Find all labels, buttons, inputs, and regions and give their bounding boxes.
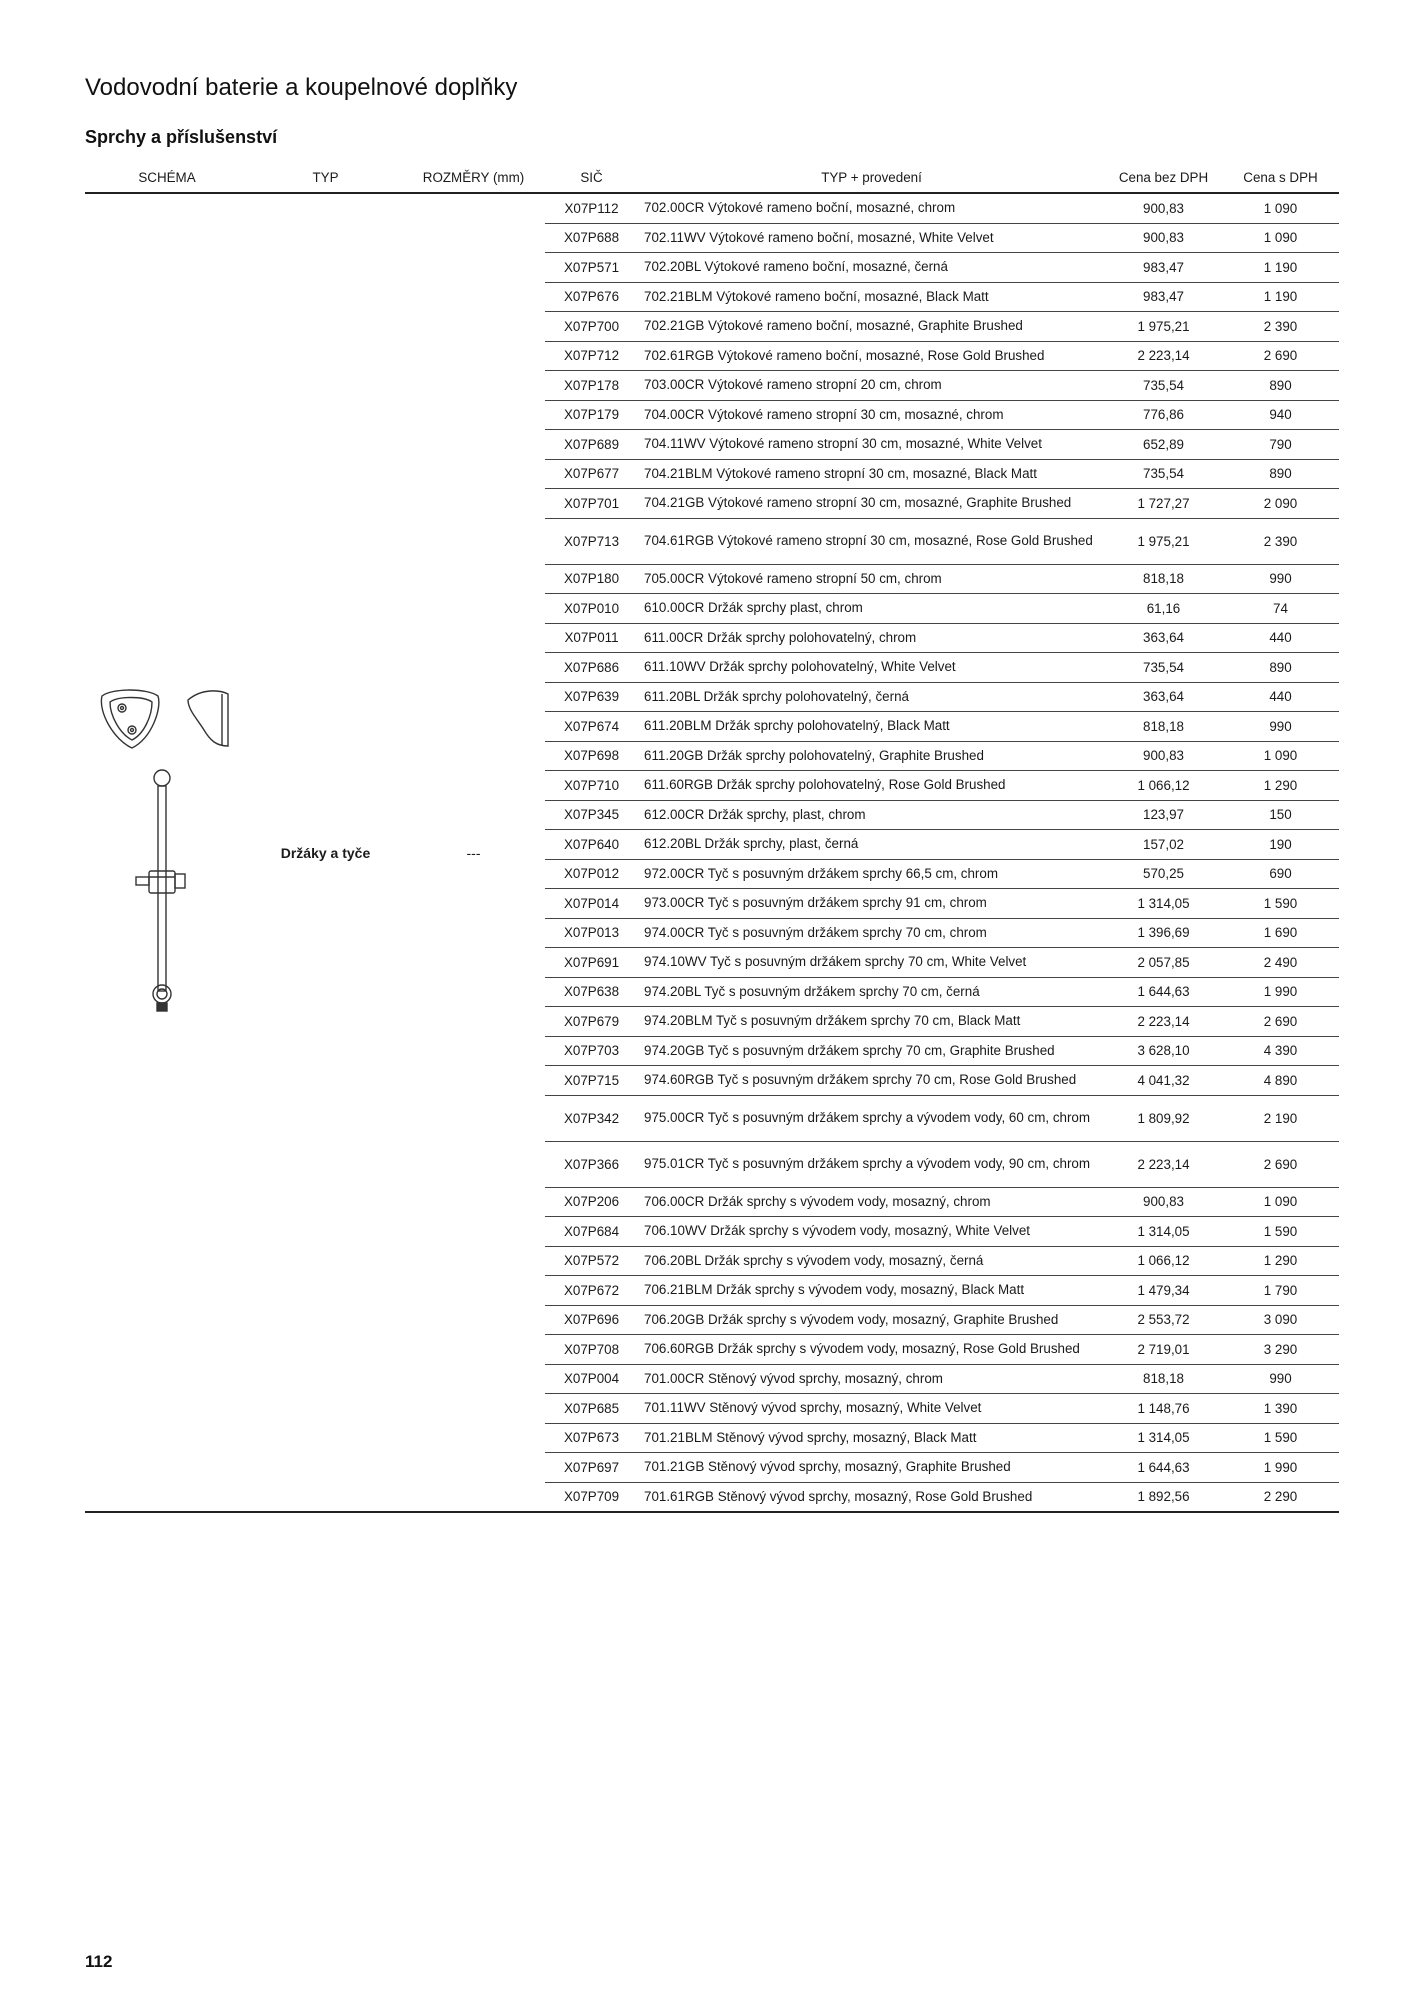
price-cell: 1 396,69 bbox=[1105, 918, 1222, 948]
sic-cell: X07P366 bbox=[545, 1141, 638, 1187]
price-cell: 2 223,14 bbox=[1105, 341, 1222, 371]
description-cell: 610.00CR Držák sprchy plast, chrom bbox=[638, 594, 1105, 624]
sic-cell: X07P677 bbox=[545, 459, 638, 489]
description-cell: 704.00CR Výtokové rameno stropní 30 cm, mosazné, chrom bbox=[638, 400, 1105, 430]
header-type: TYP bbox=[249, 162, 402, 193]
sic-cell: X07P640 bbox=[545, 830, 638, 860]
price-cell: 1 314,05 bbox=[1105, 1423, 1222, 1453]
dimensions-label: --- bbox=[402, 193, 545, 1512]
price-vat-cell: 1 290 bbox=[1222, 771, 1339, 801]
sic-cell: X07P010 bbox=[545, 594, 638, 624]
price-cell: 735,54 bbox=[1105, 371, 1222, 401]
price-cell: 2 553,72 bbox=[1105, 1305, 1222, 1335]
price-table bbox=[85, 162, 1339, 1513]
price-cell: 1 727,27 bbox=[1105, 489, 1222, 519]
price-vat-cell: 1 990 bbox=[1222, 977, 1339, 1007]
header-sic: SIČ bbox=[545, 162, 638, 193]
description-cell: 611.10WV Držák sprchy polohovatelný, White Velvet bbox=[638, 653, 1105, 683]
price-cell: 61,16 bbox=[1105, 594, 1222, 624]
price-vat-cell: 990 bbox=[1222, 564, 1339, 594]
description-cell: 704.21GB Výtokové rameno stropní 30 cm, mosazné, Graphite Brushed bbox=[638, 489, 1105, 519]
price-cell: 1 975,21 bbox=[1105, 312, 1222, 342]
schema-cell bbox=[85, 193, 249, 1512]
header-description: TYP + provedení bbox=[638, 162, 1105, 193]
price-vat-cell: 890 bbox=[1222, 459, 1339, 489]
price-cell: 900,83 bbox=[1105, 741, 1222, 771]
price-vat-cell: 2 490 bbox=[1222, 948, 1339, 978]
price-cell: 1 892,56 bbox=[1105, 1482, 1222, 1512]
sic-cell: X07P691 bbox=[545, 948, 638, 978]
description-cell: 974.00CR Tyč s posuvným držákem sprchy 70 cm, chrom bbox=[638, 918, 1105, 948]
sic-cell: X07P004 bbox=[545, 1364, 638, 1394]
sic-cell: X07P684 bbox=[545, 1217, 638, 1247]
price-cell: 1 644,63 bbox=[1105, 977, 1222, 1007]
sic-cell: X07P672 bbox=[545, 1276, 638, 1306]
table-body bbox=[85, 193, 1339, 1512]
price-cell: 652,89 bbox=[1105, 430, 1222, 460]
sic-cell: X07P709 bbox=[545, 1482, 638, 1512]
price-cell: 818,18 bbox=[1105, 712, 1222, 742]
description-cell: 972.00CR Tyč s posuvným držákem sprchy 66,5 cm, chrom bbox=[638, 859, 1105, 889]
price-vat-cell: 150 bbox=[1222, 800, 1339, 830]
description-cell: 706.21BLM Držák sprchy s vývodem vody, mosazný, Black Matt bbox=[638, 1276, 1105, 1306]
sic-cell: X07P011 bbox=[545, 623, 638, 653]
price-cell: 2 223,14 bbox=[1105, 1007, 1222, 1037]
price-vat-cell: 2 690 bbox=[1222, 1141, 1339, 1187]
header-schema: SCHÉMA bbox=[85, 162, 249, 193]
price-cell: 1 314,05 bbox=[1105, 889, 1222, 919]
description-cell: 975.01CR Tyč s posuvným držákem sprchy a vývodem vody, 90 cm, chrom bbox=[638, 1141, 1105, 1187]
sic-cell: X07P697 bbox=[545, 1453, 638, 1483]
price-vat-cell: 4 390 bbox=[1222, 1036, 1339, 1066]
sic-cell: X07P703 bbox=[545, 1036, 638, 1066]
description-cell: 612.00CR Držák sprchy, plast, chrom bbox=[638, 800, 1105, 830]
price-cell: 2 719,01 bbox=[1105, 1335, 1222, 1365]
sic-cell: X07P689 bbox=[545, 430, 638, 460]
description-cell: 702.21BLM Výtokové rameno boční, mosazné, Black Matt bbox=[638, 282, 1105, 312]
price-vat-cell: 1 990 bbox=[1222, 1453, 1339, 1483]
price-vat-cell: 940 bbox=[1222, 400, 1339, 430]
description-cell: 611.20BLM Držák sprchy polohovatelný, Black Matt bbox=[638, 712, 1105, 742]
description-cell: 701.21BLM Stěnový vývod sprchy, mosazný, Black Matt bbox=[638, 1423, 1105, 1453]
page-title: Vodovodní baterie a koupelnové doplňky bbox=[85, 74, 518, 101]
price-vat-cell: 1 290 bbox=[1222, 1246, 1339, 1276]
sic-cell: X07P701 bbox=[545, 489, 638, 519]
price-vat-cell: 3 290 bbox=[1222, 1335, 1339, 1365]
sic-cell: X07P673 bbox=[545, 1423, 638, 1453]
description-cell: 703.00CR Výtokové rameno stropní 20 cm, chrom bbox=[638, 371, 1105, 401]
price-cell: 570,25 bbox=[1105, 859, 1222, 889]
header-dims: ROZMĚRY (mm) bbox=[402, 162, 545, 193]
description-cell: 701.11WV Stěnový vývod sprchy, mosazný, White Velvet bbox=[638, 1394, 1105, 1424]
price-vat-cell: 1 590 bbox=[1222, 1423, 1339, 1453]
price-cell: 1 148,76 bbox=[1105, 1394, 1222, 1424]
price-cell: 2 057,85 bbox=[1105, 948, 1222, 978]
price-vat-cell: 440 bbox=[1222, 682, 1339, 712]
sic-cell: X07P710 bbox=[545, 771, 638, 801]
price-cell: 363,64 bbox=[1105, 623, 1222, 653]
price-vat-cell: 890 bbox=[1222, 653, 1339, 683]
description-cell: 702.00CR Výtokové rameno boční, mosazné, chrom bbox=[638, 193, 1105, 223]
sic-cell: X07P014 bbox=[545, 889, 638, 919]
price-vat-cell: 790 bbox=[1222, 430, 1339, 460]
price-cell: 983,47 bbox=[1105, 282, 1222, 312]
sic-cell: X07P112 bbox=[545, 193, 638, 223]
description-cell: 704.61RGB Výtokové rameno stropní 30 cm, mosazné, Rose Gold Brushed bbox=[638, 518, 1105, 564]
price-cell: 900,83 bbox=[1105, 193, 1222, 223]
description-cell: 706.20GB Držák sprchy s vývodem vody, mosazný, Graphite Brushed bbox=[638, 1305, 1105, 1335]
sic-cell: X07P698 bbox=[545, 741, 638, 771]
sic-cell: X07P674 bbox=[545, 712, 638, 742]
sic-cell: X07P178 bbox=[545, 371, 638, 401]
sic-cell: X07P700 bbox=[545, 312, 638, 342]
price-vat-cell: 2 090 bbox=[1222, 489, 1339, 519]
sic-cell: X07P180 bbox=[545, 564, 638, 594]
price-vat-cell: 890 bbox=[1222, 371, 1339, 401]
price-vat-cell: 1 090 bbox=[1222, 1187, 1339, 1217]
description-cell: 974.10WV Tyč s posuvným držákem sprchy 70 cm, White Velvet bbox=[638, 948, 1105, 978]
description-cell: 975.00CR Tyč s posuvným držákem sprchy a vývodem vody, 60 cm, chrom bbox=[638, 1095, 1105, 1141]
price-vat-cell: 2 390 bbox=[1222, 312, 1339, 342]
sic-cell: X07P206 bbox=[545, 1187, 638, 1217]
description-cell: 611.00CR Držák sprchy polohovatelný, chrom bbox=[638, 623, 1105, 653]
price-vat-cell: 2 690 bbox=[1222, 341, 1339, 371]
description-cell: 611.60RGB Držák sprchy polohovatelný, Rose Gold Brushed bbox=[638, 771, 1105, 801]
price-cell: 3 628,10 bbox=[1105, 1036, 1222, 1066]
header-price-vat: Cena s DPH bbox=[1222, 162, 1339, 193]
sic-cell: X07P638 bbox=[545, 977, 638, 1007]
price-vat-cell: 990 bbox=[1222, 712, 1339, 742]
price-vat-cell: 1 590 bbox=[1222, 889, 1339, 919]
description-cell: 706.10WV Držák sprchy s vývodem vody, mosazný, White Velvet bbox=[638, 1217, 1105, 1247]
section-title: Sprchy a příslušenství bbox=[85, 127, 278, 147]
price-vat-cell: 2 390 bbox=[1222, 518, 1339, 564]
sic-cell: X07P715 bbox=[545, 1066, 638, 1096]
sic-cell: X07P679 bbox=[545, 1007, 638, 1037]
price-vat-cell: 1 790 bbox=[1222, 1276, 1339, 1306]
price-cell: 4 041,32 bbox=[1105, 1066, 1222, 1096]
price-vat-cell: 2 190 bbox=[1222, 1095, 1339, 1141]
sic-cell: X07P639 bbox=[545, 682, 638, 712]
price-cell: 900,83 bbox=[1105, 1187, 1222, 1217]
sic-cell: X07P708 bbox=[545, 1335, 638, 1365]
price-vat-cell: 4 890 bbox=[1222, 1066, 1339, 1096]
table-row bbox=[85, 193, 1339, 223]
description-cell: 706.60RGB Držák sprchy s vývodem vody, mosazný, Rose Gold Brushed bbox=[638, 1335, 1105, 1365]
sic-cell: X07P696 bbox=[545, 1305, 638, 1335]
description-cell: 701.21GB Stěnový vývod sprchy, mosazný, Graphite Brushed bbox=[638, 1453, 1105, 1483]
price-vat-cell: 3 090 bbox=[1222, 1305, 1339, 1335]
price-cell: 983,47 bbox=[1105, 253, 1222, 283]
description-cell: 704.11WV Výtokové rameno stropní 30 cm, mosazné, White Velvet bbox=[638, 430, 1105, 460]
price-vat-cell: 1 590 bbox=[1222, 1217, 1339, 1247]
sic-cell: X07P712 bbox=[545, 341, 638, 371]
price-vat-cell: 1 690 bbox=[1222, 918, 1339, 948]
sic-cell: X07P342 bbox=[545, 1095, 638, 1141]
price-cell: 818,18 bbox=[1105, 564, 1222, 594]
price-cell: 1 314,05 bbox=[1105, 1217, 1222, 1247]
description-cell: 611.20GB Držák sprchy polohovatelný, Graphite Brushed bbox=[638, 741, 1105, 771]
price-cell: 1 066,12 bbox=[1105, 771, 1222, 801]
price-cell: 123,97 bbox=[1105, 800, 1222, 830]
price-cell: 776,86 bbox=[1105, 400, 1222, 430]
price-vat-cell: 1 090 bbox=[1222, 223, 1339, 253]
price-cell: 1 809,92 bbox=[1105, 1095, 1222, 1141]
sic-cell: X07P571 bbox=[545, 253, 638, 283]
description-cell: 706.00CR Držák sprchy s vývodem vody, mosazný, chrom bbox=[638, 1187, 1105, 1217]
price-cell: 1 066,12 bbox=[1105, 1246, 1222, 1276]
price-vat-cell: 190 bbox=[1222, 830, 1339, 860]
price-vat-cell: 1 190 bbox=[1222, 282, 1339, 312]
price-cell: 735,54 bbox=[1105, 459, 1222, 489]
sic-cell: X07P179 bbox=[545, 400, 638, 430]
description-cell: 705.00CR Výtokové rameno stropní 50 cm, chrom bbox=[638, 564, 1105, 594]
sic-cell: X07P012 bbox=[545, 859, 638, 889]
sic-cell: X07P713 bbox=[545, 518, 638, 564]
description-cell: 974.20GB Tyč s posuvným držákem sprchy 70 cm, Graphite Brushed bbox=[638, 1036, 1105, 1066]
price-cell: 1 644,63 bbox=[1105, 1453, 1222, 1483]
price-vat-cell: 690 bbox=[1222, 859, 1339, 889]
price-cell: 1 975,21 bbox=[1105, 518, 1222, 564]
price-cell: 157,02 bbox=[1105, 830, 1222, 860]
description-cell: 612.20BL Držák sprchy, plast, černá bbox=[638, 830, 1105, 860]
description-cell: 702.20BL Výtokové rameno boční, mosazné, černá bbox=[638, 253, 1105, 283]
price-cell: 735,54 bbox=[1105, 653, 1222, 683]
price-vat-cell: 1 090 bbox=[1222, 193, 1339, 223]
sic-cell: X07P572 bbox=[545, 1246, 638, 1276]
price-cell: 1 479,34 bbox=[1105, 1276, 1222, 1306]
price-vat-cell: 2 290 bbox=[1222, 1482, 1339, 1512]
price-vat-cell: 990 bbox=[1222, 1364, 1339, 1394]
description-cell: 702.11WV Výtokové rameno boční, mosazné, White Velvet bbox=[638, 223, 1105, 253]
sic-cell: X07P685 bbox=[545, 1394, 638, 1424]
description-cell: 611.20BL Držák sprchy polohovatelný, černá bbox=[638, 682, 1105, 712]
sic-cell: X07P688 bbox=[545, 223, 638, 253]
header-price: Cena bez DPH bbox=[1105, 162, 1222, 193]
product-type-label: Držáky a tyče bbox=[249, 193, 402, 1512]
price-vat-cell: 1 390 bbox=[1222, 1394, 1339, 1424]
description-cell: 702.21GB Výtokové rameno boční, mosazné, Graphite Brushed bbox=[638, 312, 1105, 342]
price-cell: 363,64 bbox=[1105, 682, 1222, 712]
page-number: 112 bbox=[85, 1952, 113, 1971]
description-cell: 704.21BLM Výtokové rameno stropní 30 cm, mosazné, Black Matt bbox=[638, 459, 1105, 489]
sic-cell: X07P686 bbox=[545, 653, 638, 683]
price-vat-cell: 440 bbox=[1222, 623, 1339, 653]
price-vat-cell: 1 190 bbox=[1222, 253, 1339, 283]
price-cell: 900,83 bbox=[1105, 223, 1222, 253]
description-cell: 701.61RGB Stěnový vývod sprchy, mosazný, Rose Gold Brushed bbox=[638, 1482, 1105, 1512]
sic-cell: X07P013 bbox=[545, 918, 638, 948]
price-cell: 2 223,14 bbox=[1105, 1141, 1222, 1187]
table-header-row bbox=[85, 162, 1339, 193]
description-cell: 706.20BL Držák sprchy s vývodem vody, mosazný, černá bbox=[638, 1246, 1105, 1276]
description-cell: 974.20BL Tyč s posuvným držákem sprchy 70 cm, černá bbox=[638, 977, 1105, 1007]
price-vat-cell: 1 090 bbox=[1222, 741, 1339, 771]
description-cell: 702.61RGB Výtokové rameno boční, mosazné, Rose Gold Brushed bbox=[638, 341, 1105, 371]
shower-holder-and-rail-drawing bbox=[92, 688, 242, 1018]
sic-cell: X07P676 bbox=[545, 282, 638, 312]
sic-cell: X07P345 bbox=[545, 800, 638, 830]
description-cell: 974.60RGB Tyč s posuvným držákem sprchy 70 cm, Rose Gold Brushed bbox=[638, 1066, 1105, 1096]
price-cell: 818,18 bbox=[1105, 1364, 1222, 1394]
price-vat-cell: 2 690 bbox=[1222, 1007, 1339, 1037]
price-vat-cell: 74 bbox=[1222, 594, 1339, 624]
description-cell: 973.00CR Tyč s posuvným držákem sprchy 91 cm, chrom bbox=[638, 889, 1105, 919]
description-cell: 701.00CR Stěnový vývod sprchy, mosazný, chrom bbox=[638, 1364, 1105, 1394]
description-cell: 974.20BLM Tyč s posuvným držákem sprchy 70 cm, Black Matt bbox=[638, 1007, 1105, 1037]
